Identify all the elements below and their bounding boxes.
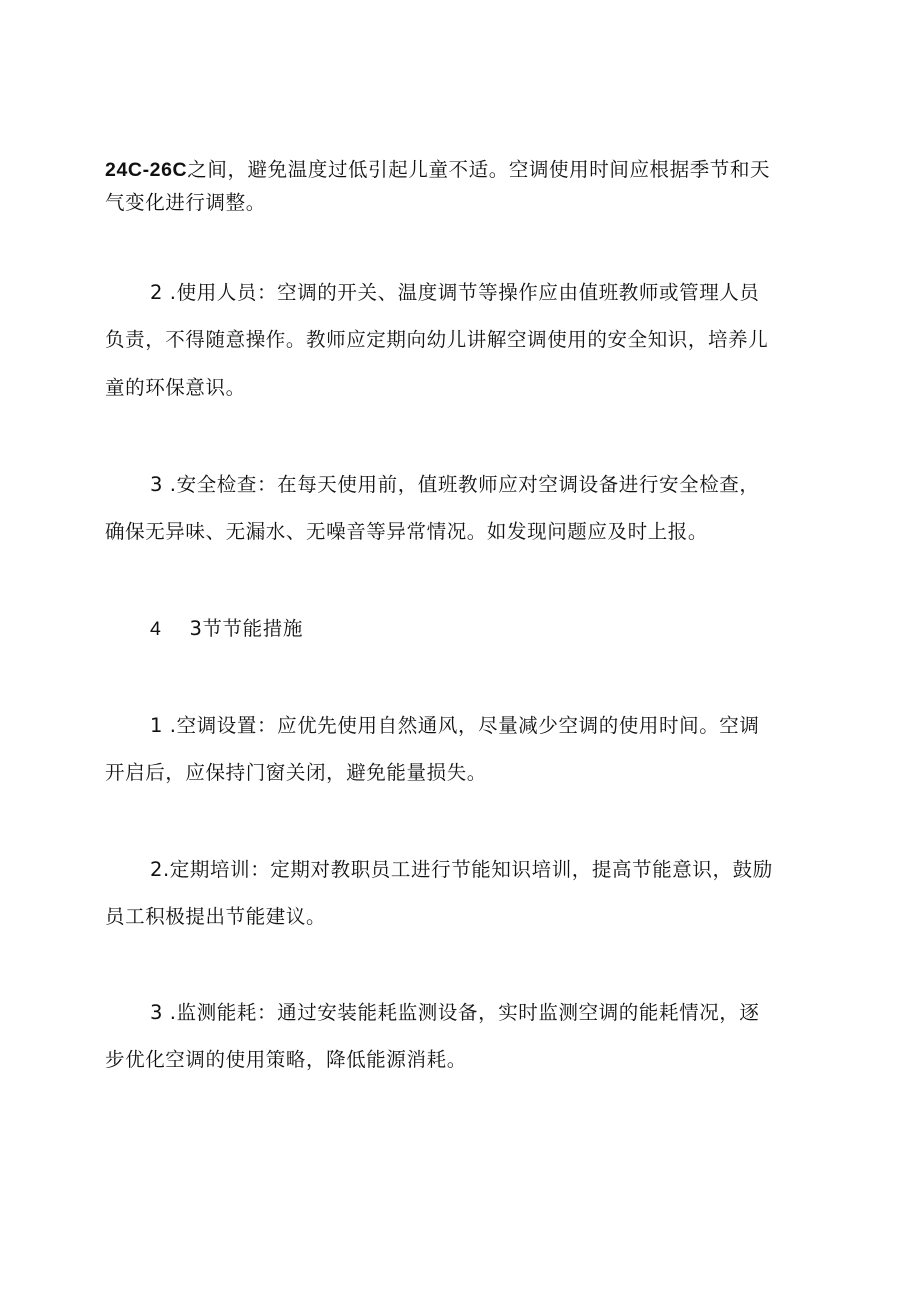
paragraph-6-line-1: 3 .监测能耗：通过安装能耗监测设备，实时监测空调的能耗情况，逐 bbox=[150, 1001, 760, 1024]
paragraph-4-line-2: 开启后，应保持门窗关闭，避免能量损失。 bbox=[105, 761, 487, 784]
paragraph-1-line-1 bbox=[105, 155, 770, 185]
paragraph-3-line-1: 3 .安全检查：在每天使用前，值班教师应对空调设备进行安全检查， bbox=[150, 473, 760, 496]
section-number: 4 bbox=[150, 618, 162, 640]
section-title: 3节节能措施 bbox=[189, 617, 303, 640]
paragraph-1-line-1-text: 之间，避免温度过低引起儿童不适。空调使用时间应根据季节和天 bbox=[187, 158, 771, 181]
paragraph-2-line-2: 负责，不得随意操作。教师应定期向幼儿讲解空调使用的安全知识，培养儿 bbox=[105, 328, 769, 351]
paragraph-6-line-2: 步优化空调的使用策略，降低能源消耗。 bbox=[105, 1048, 467, 1071]
paragraph-5-line-2: 员工积极提出节能建议。 bbox=[105, 905, 327, 928]
paragraph-2-line-3: 童的环保意识。 bbox=[105, 376, 246, 399]
section-heading bbox=[150, 614, 303, 644]
paragraph-2-line-1: 2 .使用人员：空调的开关、温度调节等操作应由值班教师或管理人员 bbox=[150, 281, 760, 304]
paragraph-3-line-2: 确保无异味、无漏水、无噪音等异常情况。如发现问题应及时上报。 bbox=[105, 520, 709, 543]
temperature-range: 24C-26C bbox=[105, 159, 188, 181]
paragraph-5-line-1: 2.定期培训：定期对教职员工进行节能知识培训，提高节能意识，鼓励 bbox=[150, 858, 773, 881]
paragraph-1-line-2: 气变化进行调整。 bbox=[105, 191, 266, 214]
paragraph-4-line-1: 1 .空调设置：应优先使用自然通风，尽量减少空调的使用时间。空调 bbox=[150, 714, 760, 737]
